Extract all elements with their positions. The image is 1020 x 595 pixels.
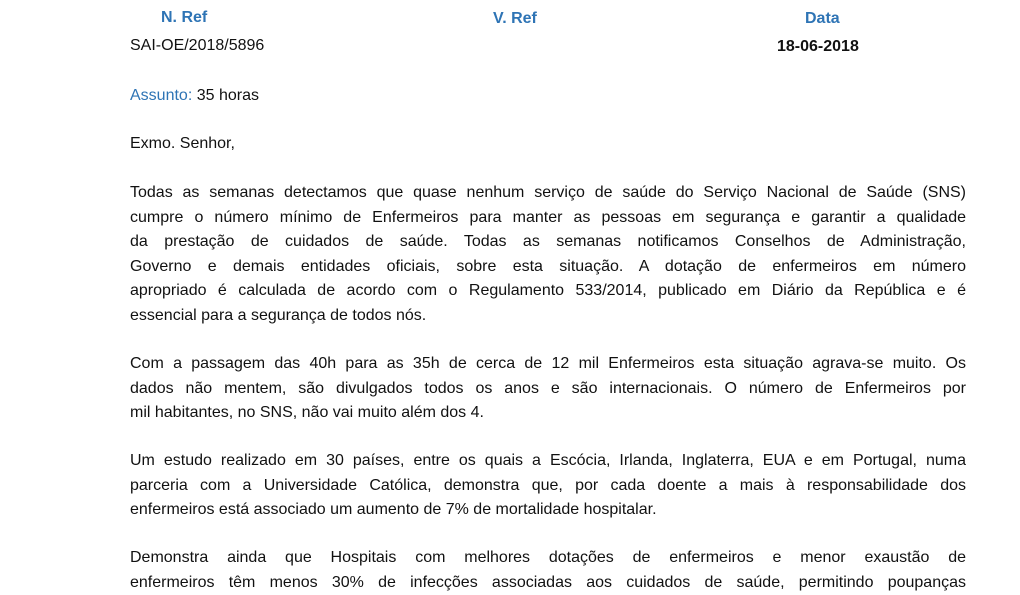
paragraph-line: Um estudo realizado em 30 países, entre os quais a Escócia, Irlanda, Inglaterra, EUA e em Portugal, numa bbox=[130, 452, 966, 469]
paragraph-line: enfermeiros têm menos 30% de infecções associadas aos cuidados de saúde, permitindo poupanças bbox=[130, 573, 966, 591]
paragraph-line: Todas as semanas detectamos que quase nenhum serviço de saúde do Serviço Nacional de Saúde (SNS) bbox=[130, 184, 966, 201]
body-paragraph-1 bbox=[130, 181, 966, 329]
paragraph-line: cumpre o número mínimo de Enfermeiros para manter as pessoas em segurança e garantir a qualidade bbox=[130, 208, 966, 226]
paragraph-line: apropriado é calculada de acordo com o Regulamento 533/2014, publicado em Diário da República e é bbox=[130, 282, 966, 300]
paragraph-line: essencial para a segurança de todos nós. bbox=[130, 306, 427, 324]
subject-label: Assunto: bbox=[130, 87, 193, 104]
body-paragraph-2 bbox=[130, 352, 966, 426]
paragraph-line: enfermeiros está associado um aumento de 7% de mortalidade hospitalar. bbox=[130, 501, 657, 519]
subject-line bbox=[130, 87, 259, 105]
paragraph-line: Governo e demais entidades oficiais, sobre esta situação. A dotação de enfermeiros em número bbox=[130, 257, 966, 275]
paragraph-line: mil habitantes, no SNS, não vai muito além dos 4. bbox=[130, 404, 484, 422]
date-label: Data bbox=[805, 10, 840, 27]
subject-value: 35 horas bbox=[192, 87, 259, 104]
paragraph-line: Com a passagem das 40h para as 35h de cerca de 12 mil Enfermeiros esta situação agrava-se muito. Os bbox=[130, 355, 966, 372]
your-ref-label: V. Ref bbox=[493, 10, 537, 27]
paragraph-line: parceria com a Universidade Católica, demonstra que, por cada doente a mais à responsabilidade dos bbox=[130, 476, 966, 494]
body-paragraph-4 bbox=[130, 546, 966, 595]
our-ref-value: SAI-OE/2018/5896 bbox=[130, 37, 265, 54]
our-ref-label: N. Ref bbox=[161, 9, 208, 26]
date-value: 18-06-2018 bbox=[777, 38, 859, 55]
paragraph-line: da prestação de cuidados de saúde. Todas as semanas notificamos Conselhos de Administração, bbox=[130, 233, 966, 251]
body-paragraph-3 bbox=[130, 449, 966, 523]
greeting: Exmo. Senhor, bbox=[130, 135, 235, 152]
paragraph-line: dados não mentem, são divulgados todos os anos e são internacionais. O número de Enfermeiros por bbox=[130, 379, 966, 397]
paragraph-line: Demonstra ainda que Hospitais com melhores dotações de enfermeiros e menor exaustão de bbox=[130, 549, 966, 566]
